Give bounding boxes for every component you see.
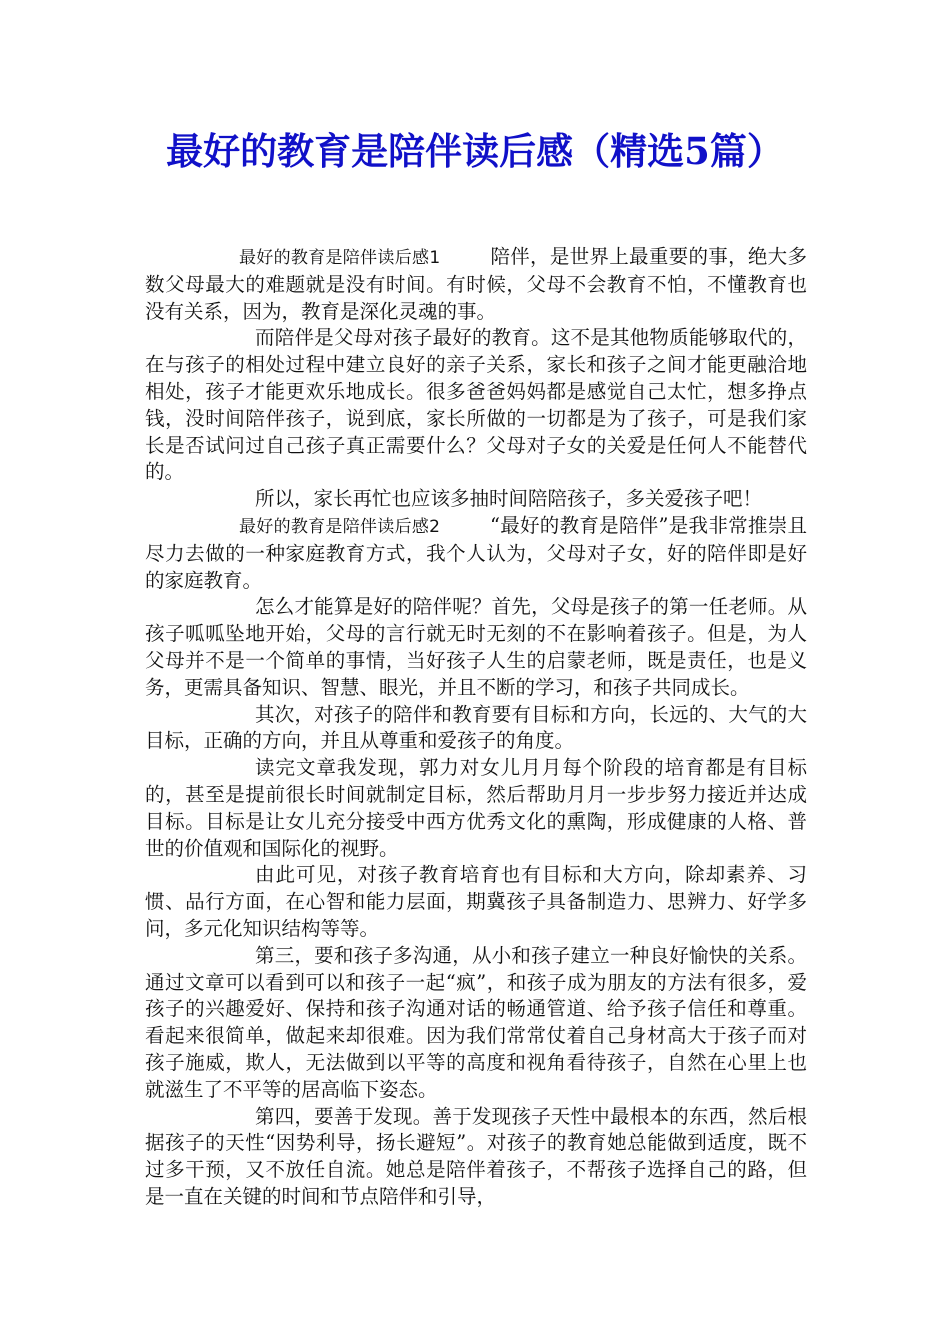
paragraph-10 [145,1104,807,1211]
paragraph-text: 第三，要和孩子多沟通，从小和孩子建立一种良好愉快的关系。通过文章可以看到可以和孩子一起“疯”，和孩子成为朋友的方法有很多，爱孩子的兴趣爱好、保持和孩子沟通对话的畅通管道、给予孩子信任和尊重。看起来很简单，做起来却很难。因为我们常常仗着自己身材高大于孩子而对孩子施威，欺人，无法做到以平等的高度和视角看待孩子，自然在心里上也就滋生了不平等的居高临下姿态。 [145,943,807,1101]
section-heading: 最好的教育是陪伴读后感2 [239,516,440,537]
paragraph-1 [145,244,807,325]
paragraph-text: 而陪伴是父母对孩子最好的教育。这不是其他物质能够取代的，在与孩子的相处过程中建立良好的亲子关系，家长和孩子之间才能更融洽地相处，孩子才能更欢乐地成长。很多爸爸妈妈都是感觉自己太忙，想多挣点钱，没时间陪伴孩子，说到底，家长所做的一切都是为了孩子，可是我们家长是否试问过自己孩子真正需要什么？父母对子女的关爱是任何人不能替代的。 [145,326,807,484]
paragraph-text: 所以，家长再忙也应该多抽时间陪陪孩子，多关爱孩子吧！ [255,487,763,511]
paragraph-text: 由此可见，对孩子教育培育也有目标和大方向，除却素养、习惯、品行方面，在心智和能力层面，期冀孩子具备制造力、思辨力、好学多问，多元化知识结构等等。 [145,863,807,940]
document-title: 最好的教育是陪伴读后感（精选5篇） [166,129,784,173]
paragraph-8 [145,862,807,942]
paragraph-text: 陪伴，是世界上最重要的事，绝大多数父母最大的难题就是没有时间。有时候，父母不会教育不怕，不懂教育也没有关系，因为，教育是深化灵魂的事。 [145,245,807,323]
paragraph-9 [145,943,807,1104]
paragraph-7 [145,755,807,862]
paragraph-3 [145,486,807,513]
paragraph-text: 读完文章我发现，郭力对女儿月月每个阶段的培育都是有目标的，甚至是提前很长时间就制定目标，然后帮助月月一步步努力接近并达成目标。目标是让女儿充分接受中西方优秀文化的熏陶，形成健康的人格、普世的价值观和国际化的视野。 [145,756,807,860]
paragraph-6 [145,702,807,756]
paragraph-text: “最好的教育是陪伴”是我非常推崇且尽力去做的一种家庭教育方式，我个人认为，父母对子女，好的陪伴即是好的家庭教育。 [145,513,807,592]
paragraph-4 [145,513,807,594]
document-body [145,244,807,1211]
paragraph-text: 第四，要善于发现。善于发现孩子天性中最根本的东西，然后根据孩子的天性“因势利导，扬长避短”。对孩子的教育她总能做到适度，既不过多干预，又不放任自流。她总是陪伴着孩子，不帮孩子选择自己的路，但是一直在关键的时间和节点陪伴和引导， [145,1104,807,1208]
paragraph-text: 怎么才能算是好的陪伴呢？首先，父母是孩子的第一任老师。从孩子呱呱坠地开始，父母的言行就无时无刻的不在影响着孩子。但是，为人父母并不是一个简单的事情，当好孩子人生的启蒙老师，既是责任，也是义务，更需具备知识、智慧、眼光，并且不断的学习，和孩子共同成长。 [145,595,807,699]
paragraph-text: 其次，对孩子的陪伴和教育要有目标和方向，长远的、大气的大目标，正确的方向，并且从尊重和爱孩子的角度。 [145,702,807,753]
paragraph-2 [145,325,807,486]
section-heading: 最好的教育是陪伴读后感1 [239,248,441,268]
paragraph-5 [145,594,807,701]
